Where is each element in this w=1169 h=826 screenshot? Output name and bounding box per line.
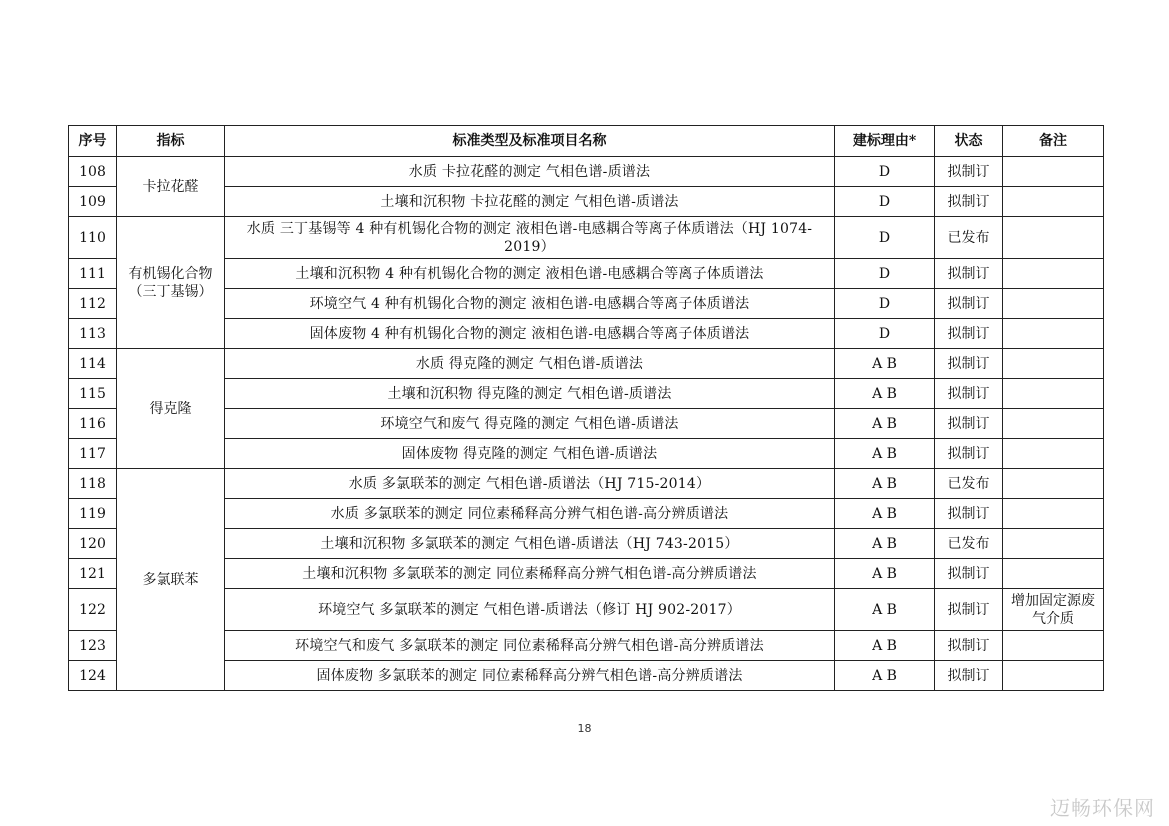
row-note bbox=[1003, 631, 1104, 661]
row-status: 拟制订 bbox=[935, 589, 1003, 631]
row-note bbox=[1003, 289, 1104, 319]
table-row bbox=[69, 559, 1104, 589]
row-index: 121 bbox=[69, 559, 117, 589]
row-reason: D bbox=[835, 319, 935, 349]
row-status: 拟制订 bbox=[935, 289, 1003, 319]
table-row bbox=[69, 409, 1104, 439]
row-index: 118 bbox=[69, 469, 117, 499]
row-reason: A B bbox=[835, 439, 935, 469]
row-note bbox=[1003, 157, 1104, 187]
row-note bbox=[1003, 559, 1104, 589]
row-note bbox=[1003, 439, 1104, 469]
row-index: 119 bbox=[69, 499, 117, 529]
row-index: 110 bbox=[69, 217, 117, 259]
row-index: 113 bbox=[69, 319, 117, 349]
row-status: 拟制订 bbox=[935, 157, 1003, 187]
group-label-line2: （三丁基锡） bbox=[128, 283, 213, 300]
row-index: 109 bbox=[69, 187, 117, 217]
row-note bbox=[1003, 187, 1104, 217]
row-name: 固体废物 4 种有机锡化合物的测定 液相色谱-电感耦合等离子体质谱法 bbox=[225, 319, 835, 349]
row-reason: A B bbox=[835, 529, 935, 559]
row-index: 122 bbox=[69, 589, 117, 631]
row-index: 117 bbox=[69, 439, 117, 469]
row-note bbox=[1003, 379, 1104, 409]
row-index: 114 bbox=[69, 349, 117, 379]
row-status: 拟制订 bbox=[935, 319, 1003, 349]
row-index: 115 bbox=[69, 379, 117, 409]
row-reason: A B bbox=[835, 469, 935, 499]
row-index: 108 bbox=[69, 157, 117, 187]
table-row bbox=[69, 661, 1104, 691]
row-index: 112 bbox=[69, 289, 117, 319]
row-name: 环境空气 4 种有机锡化合物的测定 液相色谱-电感耦合等离子体质谱法 bbox=[225, 289, 835, 319]
row-name: 土壤和沉积物 4 种有机锡化合物的测定 液相色谱-电感耦合等离子体质谱法 bbox=[225, 259, 835, 289]
row-reason: A B bbox=[835, 379, 935, 409]
row-note bbox=[1003, 409, 1104, 439]
table-row bbox=[69, 349, 1104, 379]
header-name: 标准类型及标准项目名称 bbox=[225, 126, 835, 157]
row-status: 拟制订 bbox=[935, 499, 1003, 529]
row-name: 固体废物 得克隆的测定 气相色谱-质谱法 bbox=[225, 439, 835, 469]
header-index: 序号 bbox=[69, 126, 117, 157]
group-label: 得克隆 bbox=[149, 400, 192, 417]
row-name: 水质 多氯联苯的测定 同位素稀释高分辨气相色谱-高分辨质谱法 bbox=[225, 499, 835, 529]
row-note bbox=[1003, 217, 1104, 259]
row-status: 已发布 bbox=[935, 529, 1003, 559]
row-status: 拟制订 bbox=[935, 559, 1003, 589]
table-row bbox=[69, 499, 1104, 529]
row-index: 123 bbox=[69, 631, 117, 661]
table-row bbox=[69, 631, 1104, 661]
row-note bbox=[1003, 349, 1104, 379]
standards-table bbox=[68, 125, 1104, 691]
row-name: 环境空气和废气 多氯联苯的测定 同位素稀释高分辨气相色谱-高分辨质谱法 bbox=[225, 631, 835, 661]
row-name: 水质 三丁基锡等 4 种有机锡化合物的测定 液相色谱-电感耦合等离子体质谱法（HJ 1074-2019） bbox=[225, 217, 835, 259]
row-status: 拟制订 bbox=[935, 439, 1003, 469]
row-reason: D bbox=[835, 217, 935, 259]
row-name: 土壤和沉积物 多氯联苯的测定 同位素稀释高分辨气相色谱-高分辨质谱法 bbox=[225, 559, 835, 589]
row-reason: D bbox=[835, 289, 935, 319]
table-row bbox=[69, 187, 1104, 217]
row-name: 土壤和沉积物 多氯联苯的测定 气相色谱-质谱法（HJ 743-2015） bbox=[225, 529, 835, 559]
row-name: 土壤和沉积物 卡拉花醛的测定 气相色谱-质谱法 bbox=[225, 187, 835, 217]
row-index: 124 bbox=[69, 661, 117, 691]
header-status: 状态 bbox=[935, 126, 1003, 157]
row-index: 116 bbox=[69, 409, 117, 439]
row-status: 拟制订 bbox=[935, 379, 1003, 409]
row-index: 111 bbox=[69, 259, 117, 289]
row-status: 已发布 bbox=[935, 217, 1003, 259]
group-label-line1: 有机锡化合物 bbox=[128, 265, 213, 282]
group-carbaryl bbox=[117, 157, 225, 217]
table-row bbox=[69, 469, 1104, 499]
row-reason: A B bbox=[835, 499, 935, 529]
row-name: 水质 多氯联苯的测定 气相色谱-质谱法（HJ 715-2014） bbox=[225, 469, 835, 499]
row-status: 拟制订 bbox=[935, 661, 1003, 691]
row-name: 水质 得克隆的测定 气相色谱-质谱法 bbox=[225, 349, 835, 379]
table-row bbox=[69, 319, 1104, 349]
row-note bbox=[1003, 319, 1104, 349]
header-row bbox=[69, 126, 1104, 157]
row-note bbox=[1003, 499, 1104, 529]
header-note: 备注 bbox=[1003, 126, 1104, 157]
watermark: 迈畅环保网 bbox=[1050, 796, 1155, 820]
row-name: 环境空气和废气 得克隆的测定 气相色谱-质谱法 bbox=[225, 409, 835, 439]
table-row bbox=[69, 589, 1104, 631]
row-note: 增加固定源废气介质 bbox=[1003, 589, 1104, 631]
table-row bbox=[69, 289, 1104, 319]
row-status: 拟制订 bbox=[935, 631, 1003, 661]
row-status: 拟制订 bbox=[935, 187, 1003, 217]
header-reason: 建标理由* bbox=[835, 126, 935, 157]
table-row bbox=[69, 439, 1104, 469]
row-reason: A B bbox=[835, 349, 935, 379]
row-status: 已发布 bbox=[935, 469, 1003, 499]
row-note bbox=[1003, 469, 1104, 499]
row-status: 拟制订 bbox=[935, 409, 1003, 439]
row-reason: A B bbox=[835, 661, 935, 691]
table-row bbox=[69, 217, 1104, 259]
group-organotin bbox=[117, 217, 225, 349]
table-row bbox=[69, 259, 1104, 289]
row-name: 环境空气 多氯联苯的测定 气相色谱-质谱法（修订 HJ 902-2017） bbox=[225, 589, 835, 631]
row-reason: A B bbox=[835, 559, 935, 589]
row-note bbox=[1003, 661, 1104, 691]
page-number: 18 bbox=[577, 722, 592, 735]
header-indicator: 指标 bbox=[117, 126, 225, 157]
row-reason: A B bbox=[835, 631, 935, 661]
row-status: 拟制订 bbox=[935, 349, 1003, 379]
row-index: 120 bbox=[69, 529, 117, 559]
row-note bbox=[1003, 529, 1104, 559]
row-reason: A B bbox=[835, 409, 935, 439]
group-pcb bbox=[117, 469, 225, 691]
row-reason: D bbox=[835, 157, 935, 187]
row-name: 水质 卡拉花醛的测定 气相色谱-质谱法 bbox=[225, 157, 835, 187]
table-row bbox=[69, 529, 1104, 559]
row-note bbox=[1003, 259, 1104, 289]
group-label: 卡拉花醛 bbox=[142, 178, 199, 195]
table-row bbox=[69, 379, 1104, 409]
row-reason: A B bbox=[835, 589, 935, 631]
group-dechlorane bbox=[117, 349, 225, 469]
row-reason: D bbox=[835, 187, 935, 217]
row-name: 固体废物 多氯联苯的测定 同位素稀释高分辨气相色谱-高分辨质谱法 bbox=[225, 661, 835, 691]
row-reason: D bbox=[835, 259, 935, 289]
row-status: 拟制订 bbox=[935, 259, 1003, 289]
group-label: 多氯联苯 bbox=[142, 571, 199, 588]
table-row bbox=[69, 157, 1104, 187]
row-name: 土壤和沉积物 得克隆的测定 气相色谱-质谱法 bbox=[225, 379, 835, 409]
